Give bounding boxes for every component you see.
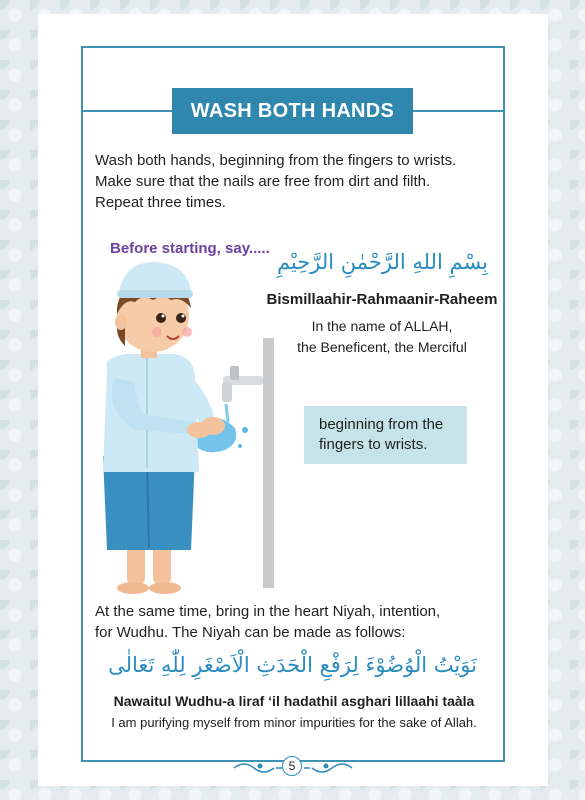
niyah-arabic: نَوَيْتُ الْوُضُوْءَ لِرَفْعِ الْحَدَثِ الْاَصْغَرِ لِلّٰهِ تَعَالٰى: [108, 653, 477, 677]
intro-line: Make sure that the nails are free from dirt and filth.: [95, 173, 431, 190]
niyah-intro-line: At the same time, bring in the heart Niyah, intention,: [95, 603, 441, 620]
note-box: [304, 406, 467, 464]
niyah-meaning: I am purifying myself from minor impurities for the sake of Allah.: [111, 715, 477, 730]
basmala-transliteration: Bismillaahir-Rahmaanir-Raheem: [266, 291, 498, 308]
note-box-line: fingers to wrists.: [319, 436, 428, 453]
intro-text: [95, 150, 495, 213]
basmala-meaning-line: the Beneficent, the Merciful: [297, 339, 467, 355]
basmala-arabic: بِسْمِ اللهِ الرَّحْمٰنِ الرَّحِيْمِ: [276, 250, 489, 274]
niyah-intro-text: [95, 601, 505, 643]
basmala-meaning-line: In the name of ALLAH,: [311, 318, 453, 334]
page-footer: [230, 756, 356, 778]
faucet-icon: [222, 366, 263, 402]
basmala-meaning: [262, 316, 502, 358]
before-starting-label: Before starting, say.....: [110, 240, 270, 257]
niyah-transliteration: Nawaitul Wudhu-a liraf ‘il hadathil asghari lillaahi taàla: [113, 693, 475, 709]
page-title: WASH BOTH HANDS: [172, 88, 413, 134]
intro-line: Wash both hands, beginning from the fingers to wrists.: [95, 152, 457, 169]
boy-washing-hands-illustration: [95, 258, 265, 598]
note-box-line: beginning from the: [319, 416, 444, 433]
niyah-intro-line: for Wudhu. The Niyah can be made as follows:: [95, 624, 406, 641]
intro-line: Repeat three times.: [95, 194, 226, 211]
page-number: 5: [282, 756, 302, 776]
